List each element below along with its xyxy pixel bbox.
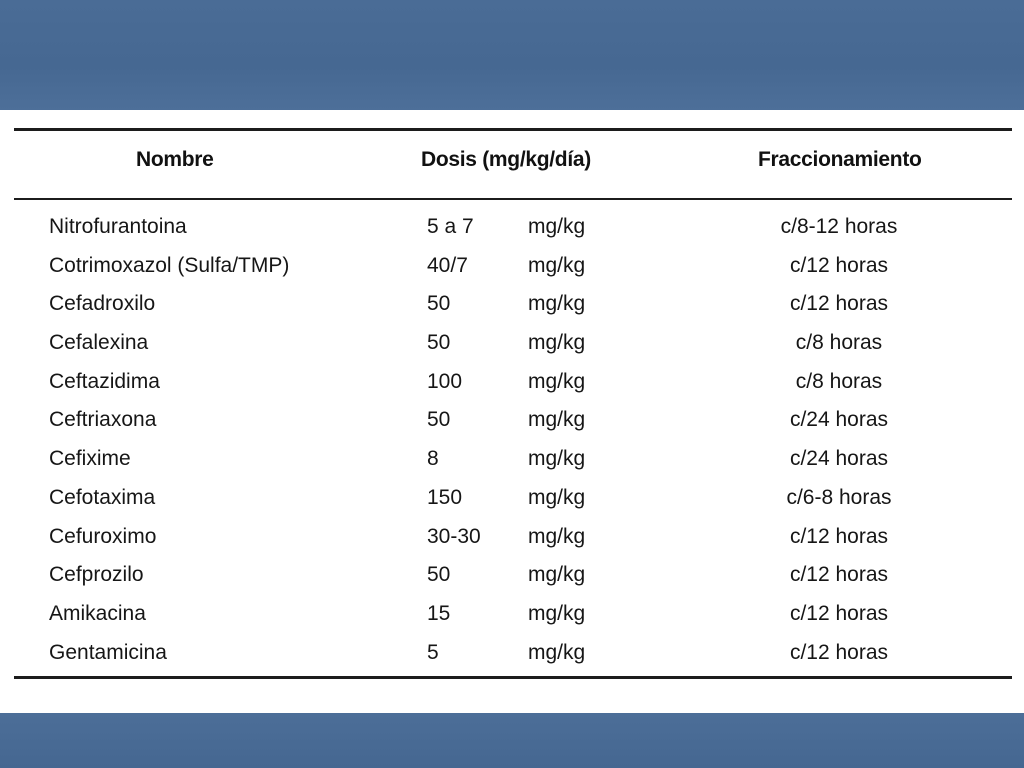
drug-dose: 40/7 [427, 253, 468, 277]
drug-fraction: c/12 horas [789, 292, 889, 316]
drug-name: Amikacina [49, 601, 146, 625]
drug-name: Cefotaxima [49, 485, 156, 509]
header-name: Nombre [136, 148, 214, 171]
table-row [14, 600, 1012, 639]
drug-fraction: c/12 horas [789, 253, 889, 277]
drug-fraction: c/12 horas [789, 524, 889, 548]
drug-dose: 5 a 7 [427, 215, 474, 238]
dose-unit: mg/kg [528, 563, 586, 587]
table-top-rule [14, 128, 1012, 131]
drug-fraction: c/12 horas [789, 640, 889, 664]
drug-fraction: c/6-8 horas [786, 485, 892, 509]
drug-dose: 5 [427, 640, 439, 664]
drug-dose: 100 [427, 369, 463, 393]
header-dose: Dosis (mg/kg/día) [421, 148, 591, 171]
drug-dose: 50 [427, 563, 451, 587]
drug-fraction: c/24 horas [789, 408, 889, 432]
drug-dose: 150 [427, 485, 463, 509]
drug-dose: 50 [427, 408, 451, 432]
table-row [14, 445, 1012, 484]
dose-unit: mg/kg [528, 408, 586, 432]
drug-name: Cefalexina [49, 331, 149, 355]
table-body [14, 213, 1012, 677]
dose-unit: mg/kg [528, 292, 586, 316]
drug-name: Ceftazidima [49, 369, 160, 393]
dose-unit: mg/kg [528, 215, 586, 238]
drug-name: Ceftriaxona [49, 408, 157, 432]
top-band [0, 0, 1024, 110]
dose-unit: mg/kg [528, 369, 586, 393]
header-rule [14, 198, 1012, 200]
drug-dose: 30-30 [427, 524, 481, 548]
drug-name: Nitrofurantoina [49, 215, 187, 238]
table-row [14, 484, 1012, 523]
dose-unit: mg/kg [528, 524, 586, 548]
drug-fraction: c/8-12 horas [780, 215, 898, 238]
dose-unit: mg/kg [528, 331, 586, 355]
table-row [14, 290, 1012, 329]
drug-fraction: c/12 horas [789, 601, 889, 625]
table-row [14, 368, 1012, 407]
table-bottom-rule [14, 676, 1012, 679]
table-row [14, 213, 1012, 252]
drug-dose: 50 [427, 292, 451, 316]
drug-name: Cotrimoxazol (Sulfa/TMP) [49, 253, 290, 277]
drug-fraction: c/8 horas [795, 331, 883, 355]
dose-unit: mg/kg [528, 253, 586, 277]
table-row [14, 561, 1012, 600]
table-row [14, 252, 1012, 291]
dose-unit: mg/kg [528, 447, 586, 471]
drug-name: Gentamicina [49, 640, 167, 664]
header-fraction: Fraccionamiento [758, 148, 922, 171]
table-row [14, 406, 1012, 445]
drug-name: Cefadroxilo [49, 292, 156, 316]
table-row [14, 523, 1012, 562]
dose-unit: mg/kg [528, 640, 586, 664]
drug-dose: 50 [427, 331, 451, 355]
dosage-table [14, 110, 1012, 713]
drug-fraction: c/24 horas [789, 447, 889, 471]
drug-fraction: c/8 horas [795, 369, 883, 393]
drug-name: Cefprozilo [49, 563, 144, 587]
bottom-band [0, 713, 1024, 768]
dose-unit: mg/kg [528, 601, 586, 625]
drug-fraction: c/12 horas [789, 563, 889, 587]
dose-unit: mg/kg [528, 485, 586, 509]
drug-dose: 8 [427, 447, 439, 471]
table-row [14, 329, 1012, 368]
drug-dose: 15 [427, 601, 451, 625]
drug-name: Cefuroximo [49, 524, 157, 548]
table-row [14, 639, 1012, 678]
drug-name: Cefixime [49, 447, 131, 471]
